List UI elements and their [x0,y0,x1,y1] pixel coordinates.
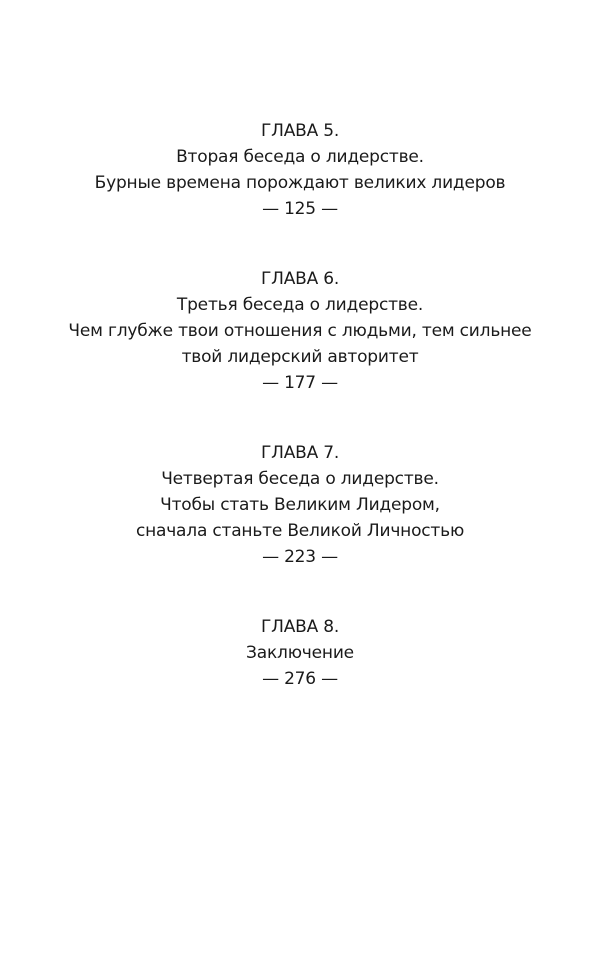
chapter-title-line: Бурные времена порождают великих лидеров [94,173,506,193]
chapter-page-number: — 276 — [262,669,338,689]
chapter-page-number: — 223 — [262,547,338,567]
chapter-heading: ГЛАВА 5. [260,121,340,141]
chapter-title-line: Четвертая беседа о лидерстве. [161,469,439,489]
chapter-page-number: — 125 — [262,199,338,219]
chapter-title-line: сначала станьте Великой Личностью [135,521,465,541]
chapter-heading: ГЛАВА 7. [260,443,340,463]
chapter-title-line: Чем глубже твои отношения с людьми, тем сильнее [68,321,532,341]
chapter-heading: ГЛАВА 6. [260,269,340,289]
chapter-title-line: Чтобы стать Великим Лидером, [160,495,440,515]
toc-entry-chapter-5[interactable] [0,118,600,222]
chapter-title-line: твой лидерский авторитет [181,347,419,367]
toc-entry-chapter-6[interactable] [0,266,600,396]
chapter-heading: ГЛАВА 8. [260,617,340,637]
toc-entry-chapter-7[interactable] [0,440,600,570]
toc-entry-chapter-8[interactable] [0,614,600,692]
chapter-title-line: Вторая беседа о лидерстве. [176,147,424,167]
table-of-contents [0,118,600,736]
chapter-page-number: — 177 — [262,373,338,393]
chapter-title-line: Заключение [246,643,354,663]
chapter-title-line: Третья беседа о лидерстве. [176,295,424,315]
